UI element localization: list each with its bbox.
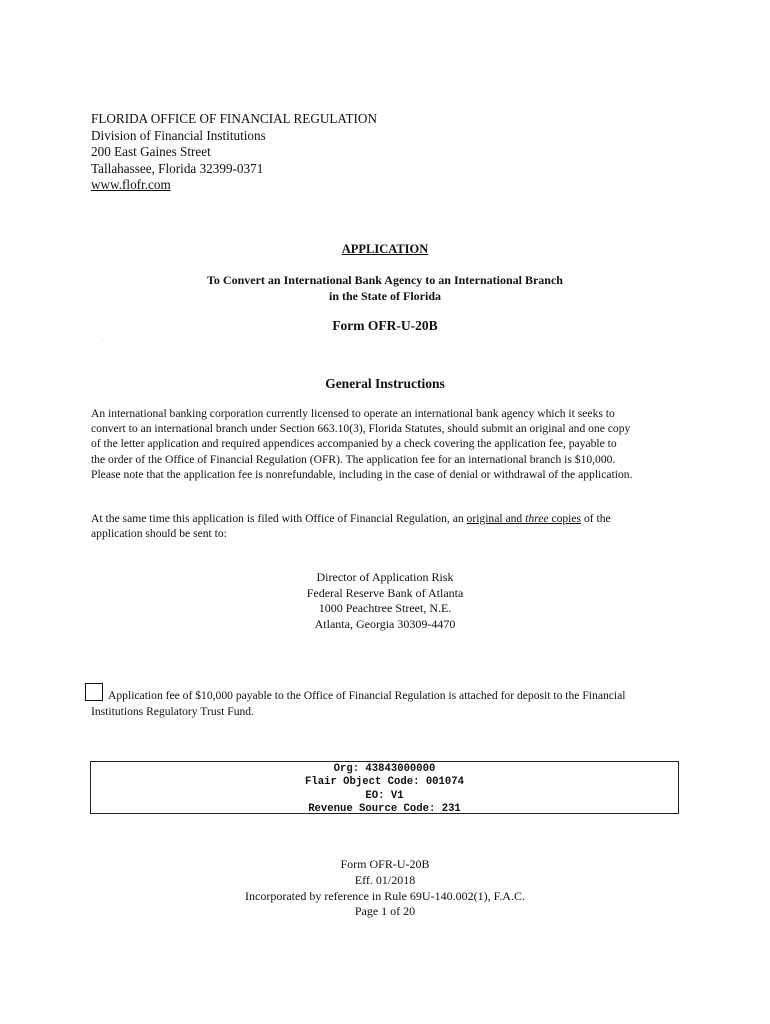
paragraph-line: An international banking corporation currently licensed to operate an international bank agency which it seeks to <box>91 407 615 420</box>
recipient-bank: Federal Reserve Bank of Atlanta <box>306 585 464 600</box>
stray-mark: · <box>100 206 102 212</box>
footer-page-number: Page 1 of 20 <box>354 904 416 919</box>
recipient-street: 1000 Peachtree Street, N.E. <box>318 601 452 615</box>
fee-line <box>91 688 691 704</box>
paragraph-line: the order of the Office of Financial Regulation (OFR). The application fee for an international branch is $10,000. <box>91 452 616 466</box>
subtitle-line: To Convert an International Bank Agency to an International Branch <box>207 273 563 287</box>
flair-object-code: Flair Object Code: 001074 <box>305 776 464 789</box>
paragraph-line: of the letter application and required appendices accompanied by a check covering the application fee, payable to <box>91 437 617 451</box>
footer-rule: Incorporated by reference in Rule 69U-140.002(1), F.A.C. <box>245 888 525 903</box>
footer-form: Form OFR-U-20B <box>340 857 430 871</box>
recipient-city: Atlanta, Georgia 30309-4470 <box>314 616 456 631</box>
fee-checkbox-label <box>91 688 691 719</box>
accounting-codes-box <box>90 761 679 814</box>
form-title: Form OFR-U-20B <box>332 318 438 333</box>
footer-effective-date: Eff. 01/2018 <box>354 872 416 887</box>
recipient-name: Director of Application Risk <box>316 570 454 584</box>
paragraph-line: Please note that the application fee is nonrefundable, including in the case of denial or withdrawal of the application. <box>91 467 633 481</box>
application-title: APPLICATION <box>341 242 429 256</box>
revenue-source-code: Revenue Source Code: 231 <box>308 802 461 815</box>
underlined-text: original and <box>466 512 526 525</box>
stray-mark: · <box>102 338 104 344</box>
paragraph-line: convert to an international branch under Section 663.10(3), Florida Statutes, should submit an original and one copy <box>91 422 631 436</box>
letterhead-org: FLORIDA OFFICE OF FINANCIAL REGULATION <box>91 111 377 126</box>
org-code: Org: 43843000000 <box>333 763 436 775</box>
letterhead-division: Division of Financial Institutions <box>91 127 266 143</box>
general-instructions-heading: General Instructions <box>325 376 445 391</box>
filing-paragraph <box>91 511 691 541</box>
underlined-italic-text: three <box>525 512 549 525</box>
instructions-paragraph <box>91 406 691 482</box>
recipient-address <box>0 570 770 632</box>
text-span: of the <box>581 512 611 525</box>
letterhead <box>91 111 377 194</box>
text-span: At the same time this application is filed with Office of Financial Regulation, an <box>91 512 467 525</box>
fee-line: Institutions Regulatory Trust Fund. <box>91 704 254 718</box>
subtitle-line: in the State of Florida <box>329 289 441 303</box>
underlined-text: copies <box>548 512 582 525</box>
website-link[interactable]: www.flofr.com <box>91 177 171 192</box>
paragraph-line <box>91 511 691 526</box>
paragraph-line: application should be sent to: <box>91 527 227 541</box>
page-footer <box>0 857 770 920</box>
letterhead-city: Tallahassee, Florida 32399-0371 <box>91 160 264 176</box>
fee-line-text: Application fee of $10,000 payable to the Office of Financial Regulation is attached for deposit to the Financial <box>108 689 626 702</box>
application-subtitle <box>0 272 770 304</box>
eo-code: EO: V1 <box>365 789 404 802</box>
letterhead-street: 200 East Gaines Street <box>91 144 211 159</box>
